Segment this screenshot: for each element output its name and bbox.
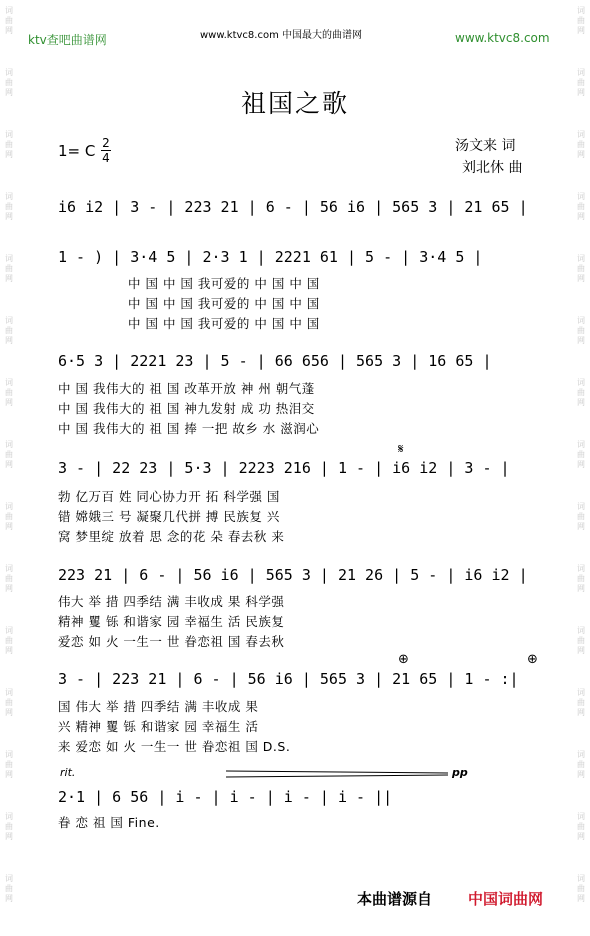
watermark-text: 词 曲 网 [5,192,13,221]
lyric-line-5b: 精神 矍 铄 和谐家 园 幸福生 活 民族复 [58,614,285,629]
lyric-line-6a: 国 伟大 举 措 四季结 满 丰收成 果 [58,699,259,714]
music-line-6: 3 - | 223 21 | 6 - | 56 i6 | 565 3 | 21 65 | 1 - :| [58,670,519,688]
site-name-left: ktv查吧曲谱网 [28,33,107,47]
watermark-text: 词 曲 网 [5,750,13,779]
watermark-text: 词 曲 网 [5,626,13,655]
music-line-4: 3 - | 22 23 | 5·3 | 2223 216 | 1 - | i6 i2 | 3 - | [58,459,510,477]
lyricist-credit: 汤文来 词 [455,138,516,154]
lyric-line-4a: 勃 亿万百 姓 同心协力开 拓 科学强 国 [58,489,280,504]
watermark-text: 词 曲 网 [577,440,585,469]
watermark-text: 词 曲 网 [577,688,585,717]
watermark-text: 词 曲 网 [5,254,13,283]
lyric-line-2a: 中 国 中 国 我可爱的 中 国 中 国 [128,276,320,291]
score-title: 祖国之歌 [240,89,349,118]
watermark-text: 词 曲 网 [577,378,585,407]
lyric-line-6c: 来 爱恋 如 火 一生一 世 眷恋祖 国 D.S. [58,739,291,754]
music-line-3: 6·5 3 | 2221 23 | 5 - | 66 656 | 565 3 | 16 65 | [58,352,492,370]
watermark-text: 词 曲 网 [577,626,585,655]
lyric-line-3b: 中 国 我伟大的 祖 国 神九发射 成 功 热泪交 [58,401,315,416]
source-label: 本曲谱源自 [357,890,433,908]
music-line-1: i6 i2 | 3 - | 223 21 | 6 - | 56 i6 | 565 3 | 21 65 | [58,198,528,216]
coda-sign-1: ⊕ [398,652,409,667]
watermark-text: 词 曲 网 [5,6,13,35]
watermark-text: 词 曲 网 [577,564,585,593]
source-site-link[interactable]: 中国词曲网 [468,890,544,908]
watermark-text: 词 曲 网 [5,130,13,159]
music-line-5: 223 21 | 6 - | 56 i6 | 565 3 | 21 26 | 5 - | i6 i2 | [58,566,528,584]
watermark-text: 词 曲 网 [5,378,13,407]
coda-sign-2: ⊕ [527,652,538,667]
site-url-right: www.ktvc8.com [455,31,550,45]
watermark-text: 词 曲 网 [577,6,585,35]
lyric-line-6b: 兴 精神 矍 铄 和谐家 园 幸福生 活 [58,719,259,734]
watermark-text: 词 曲 网 [5,874,13,903]
key-signature: 1= C [58,142,96,160]
time-signature-top: 2 [102,136,110,150]
decrescendo-hairpin [226,770,448,778]
watermark-text: 词 曲 网 [577,812,585,841]
watermark-text: 词 曲 网 [5,502,13,531]
composer-credit: 刘北休 曲 [462,160,523,176]
watermark-text: 词 曲 网 [577,254,585,283]
music-line-2: 1 - ) | 3·4 5 | 2·3 1 | 2221 61 | 5 - | 3·4 5 | [58,248,483,266]
watermark-text: 词 曲 网 [577,874,585,903]
lyric-line-5c: 爱恋 如 火 一生一 世 眷恋祖 国 春去秋 [58,634,285,649]
site-banner-center: www.ktvc8.com 中国最大的曲谱网 [200,30,363,41]
watermark-text: 词 曲 网 [5,564,13,593]
watermark-text: 词 曲 网 [5,812,13,841]
lyric-line-4c: 窝 梦里绽 放着 思 念的花 朵 春去秋 来 [58,529,285,544]
time-signature-bottom: 4 [102,151,110,165]
watermark-text: 词 曲 网 [5,316,13,345]
lyric-line-7: 眷 恋 祖 国 Fine. [58,815,160,830]
lyric-line-3a: 中 国 我伟大的 祖 国 改革开放 神 州 朝气蓬 [58,381,315,396]
time-signature [101,137,111,164]
watermark-text: 词 曲 网 [5,440,13,469]
watermark-text: 词 曲 网 [577,68,585,97]
watermark-text: 词 曲 网 [5,68,13,97]
watermark-text: 词 曲 网 [577,750,585,779]
watermark-text: 词 曲 网 [5,688,13,717]
segno-sign: 𝄋 [398,442,404,457]
lyric-line-2b: 中 国 中 国 我可爱的 中 国 中 国 [128,296,320,311]
ritardando-mark: rit. [60,766,76,779]
lyric-line-2c: 中 国 中 国 我可爱的 中 国 中 国 [128,316,320,331]
music-line-7: 2·1 | 6 56 | i - | i - | i - | i - || [58,788,393,806]
lyric-line-4b: 错 嫦娥三 号 凝聚几代拼 搏 民族复 兴 [58,509,280,524]
lyric-line-3c: 中 国 我伟大的 祖 国 捧 一把 故乡 水 滋润心 [58,421,320,436]
watermark-text: 词 曲 网 [577,192,585,221]
pianissimo-mark: pp [452,766,468,779]
watermark-text: 词 曲 网 [577,316,585,345]
lyric-line-5a: 伟大 举 措 四季结 满 丰收成 果 科学强 [58,594,285,609]
watermark-text: 词 曲 网 [577,130,585,159]
watermark-text: 词 曲 网 [577,502,585,531]
